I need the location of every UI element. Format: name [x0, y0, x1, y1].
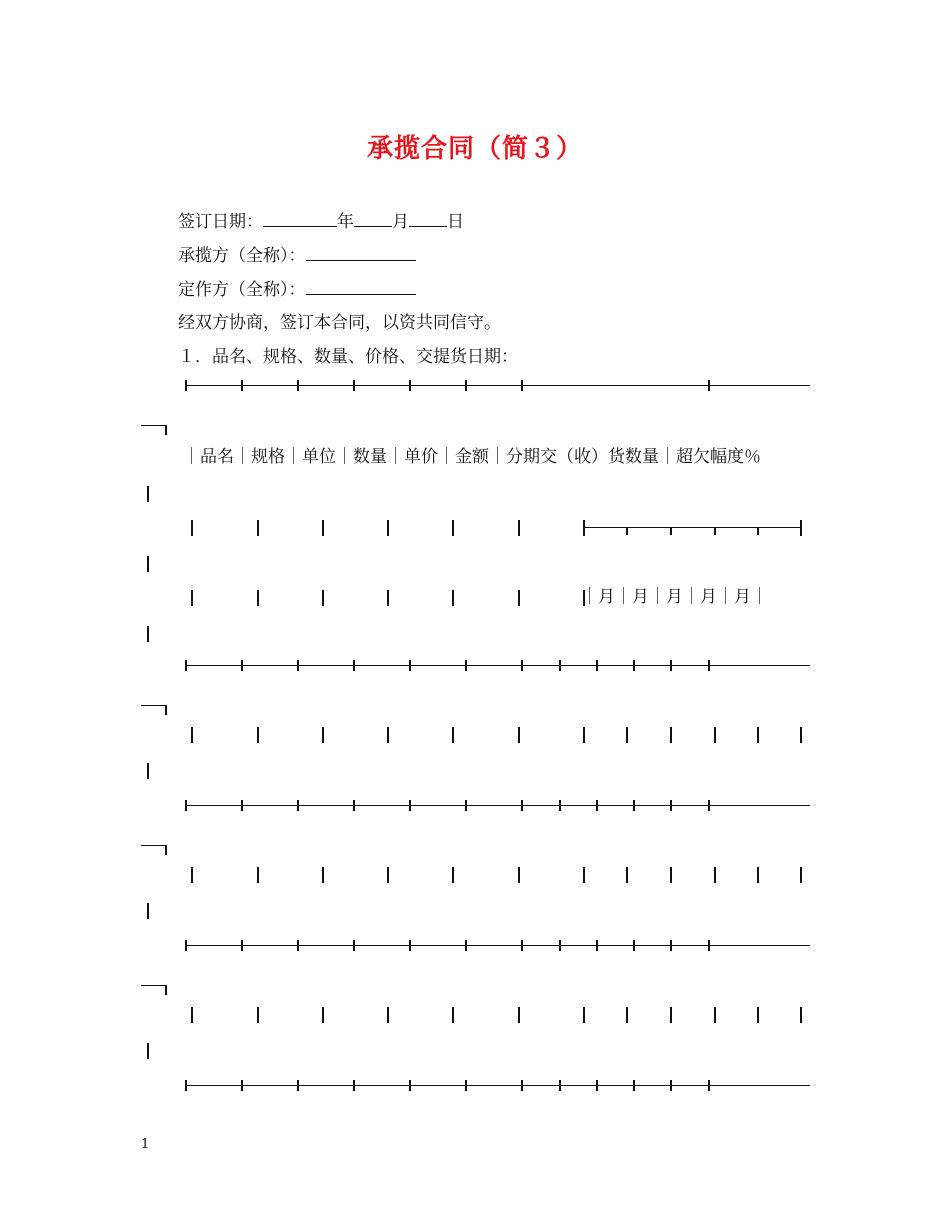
table-row-divider-tick	[670, 940, 672, 951]
table-bottom-border-tick	[708, 1080, 710, 1091]
table-row-divider-tick	[559, 660, 561, 671]
month-row-bar	[322, 590, 324, 606]
subheader-wrap-pipe	[147, 556, 149, 572]
table-cell-bar	[387, 727, 389, 743]
table-row-wrap-corner-bar	[165, 845, 167, 855]
table-cell-bar	[583, 1007, 585, 1023]
table-bottom-border-tick	[241, 1080, 243, 1091]
table-cell-bar	[583, 867, 585, 883]
sign-date-line	[178, 209, 464, 233]
table-cell-bar	[800, 1007, 802, 1023]
table-cell-bar	[518, 1007, 520, 1023]
subheader-cell-bar	[322, 520, 324, 536]
contractor-line	[178, 243, 416, 267]
table-row-wrap-pipe	[147, 763, 149, 779]
table-bottom-border-tick	[409, 1080, 411, 1091]
table-row-divider	[185, 805, 810, 806]
agreement-text: 经双方协商，签订本合同，以资共同信守。	[178, 313, 501, 333]
table-row-divider-tick	[596, 800, 598, 811]
table-cell-bar	[626, 867, 628, 883]
table-row-divider-tick	[708, 940, 710, 951]
table-row-divider-tick	[465, 800, 467, 811]
table-cell-bar	[191, 727, 193, 743]
table-row-wrap-pipe	[147, 1043, 149, 1059]
month-labels-row: ｜月｜月｜月｜月｜月｜	[581, 587, 768, 607]
document-title: 承揽合同（简３）	[366, 134, 583, 164]
table-row-divider-tick	[185, 800, 187, 811]
table-row-divider-tick	[241, 940, 243, 951]
table-cell-bar	[387, 1007, 389, 1023]
split-line-tick	[626, 527, 628, 535]
split-line-tick	[670, 527, 672, 535]
table-cell-bar	[518, 867, 520, 883]
subheader-cell-bar	[452, 520, 454, 536]
split-line-tick	[714, 527, 716, 535]
month-blank	[354, 209, 392, 227]
table-cell-bar	[670, 867, 672, 883]
table-row-divider-tick	[409, 660, 411, 671]
table-row-divider-tick	[465, 660, 467, 671]
table-row-divider-tick	[708, 800, 710, 811]
table-row-divider-tick	[521, 940, 523, 951]
table-cell-bar	[257, 867, 259, 883]
table-cell-bar	[257, 727, 259, 743]
table-row-wrap-corner-bar	[165, 985, 167, 995]
subheader-cell-bar	[257, 520, 259, 536]
subheader-cell-bar	[583, 520, 585, 536]
month-row-bar	[518, 590, 520, 606]
table-row-divider	[185, 665, 810, 666]
table-header-row: ｜品名｜规格｜单位｜数量｜单价｜金额｜分期交（收）货数量｜超欠幅度％	[183, 447, 761, 467]
table-cell-bar	[452, 727, 454, 743]
table-top-border-tick	[185, 380, 187, 391]
table-cell-bar	[757, 727, 759, 743]
table-cell-bar	[800, 727, 802, 743]
table-row-divider-tick	[185, 940, 187, 951]
table-cell-bar	[191, 1007, 193, 1023]
day-blank	[409, 209, 447, 227]
table-bottom-border-tick	[559, 1080, 561, 1091]
month-row-bar	[387, 590, 389, 606]
table-row-divider-tick	[297, 800, 299, 811]
table-bottom-border-tick	[633, 1080, 635, 1091]
table-row-divider-tick	[353, 660, 355, 671]
table-cell-bar	[322, 867, 324, 883]
table-row-divider-tick	[670, 660, 672, 671]
table-bottom-border-tick	[353, 1080, 355, 1091]
split-line	[583, 527, 801, 528]
table-row-divider-tick	[670, 800, 672, 811]
table-cell-bar	[452, 1007, 454, 1023]
table-cell-bar	[714, 1007, 716, 1023]
table-top-border-tick	[521, 380, 523, 391]
table-row-wrap-corner-bar	[165, 705, 167, 715]
table-row-divider-tick	[559, 940, 561, 951]
subheader-cell-bar	[191, 520, 193, 536]
table-top-border-tick	[353, 380, 355, 391]
table-row-divider-tick	[633, 800, 635, 811]
table-cell-bar	[626, 727, 628, 743]
table-top-border-tick	[241, 380, 243, 391]
split-line-end	[800, 520, 802, 536]
table-cell-bar	[800, 867, 802, 883]
table-cell-bar	[583, 727, 585, 743]
table-cell-bar	[757, 1007, 759, 1023]
table-row-wrap-pipe	[147, 903, 149, 919]
contractor-blank	[306, 243, 416, 261]
table-cell-bar	[670, 727, 672, 743]
table-row-divider	[185, 945, 810, 946]
table-cell-bar	[714, 727, 716, 743]
clause-1-heading: １．品名、规格、数量、价格、交提货日期：	[178, 347, 518, 367]
table-top-border-tick	[708, 380, 710, 391]
table-cell-bar	[714, 867, 716, 883]
orderer-line	[178, 277, 416, 301]
table-bottom-border-tick	[596, 1080, 598, 1091]
table-top-border	[185, 385, 810, 386]
table-row-divider-tick	[297, 660, 299, 671]
table-wrap-corner	[141, 425, 166, 426]
table-row-wrap-corner	[141, 845, 166, 846]
sign-date-label: 签订日期：	[178, 212, 263, 232]
table-cell-bar	[191, 867, 193, 883]
table-top-border-tick	[297, 380, 299, 391]
day-label: 日	[447, 212, 464, 232]
header-wrap-pipe	[147, 486, 149, 502]
table-bottom-border-tick	[465, 1080, 467, 1091]
table-row-divider-tick	[185, 660, 187, 671]
table-row-divider-tick	[297, 940, 299, 951]
table-cell-bar	[452, 867, 454, 883]
table-wrap-corner-bar	[165, 425, 167, 435]
table-cell-bar	[257, 1007, 259, 1023]
table-row-divider-tick	[409, 940, 411, 951]
table-row-divider-tick	[521, 800, 523, 811]
table-row-divider-tick	[633, 940, 635, 951]
table-cell-bar	[322, 1007, 324, 1023]
table-bottom-border-tick	[670, 1080, 672, 1091]
subheader-cell-bar	[387, 520, 389, 536]
table-row-wrap-corner	[141, 985, 166, 986]
year-label: 年	[337, 212, 354, 232]
table-row-divider-tick	[596, 940, 598, 951]
table-row-divider-tick	[521, 660, 523, 671]
table-row-divider-tick	[409, 800, 411, 811]
table-top-border-tick	[409, 380, 411, 391]
table-bottom-border-tick	[521, 1080, 523, 1091]
split-line-tick	[757, 527, 759, 535]
table-row-divider-tick	[241, 800, 243, 811]
orderer-label: 定作方（全称）：	[178, 280, 306, 300]
table-row-wrap-corner	[141, 705, 166, 706]
subheader-cell-bar	[518, 520, 520, 536]
table-bottom-border	[185, 1085, 810, 1086]
contractor-label: 承揽方（全称）：	[178, 246, 306, 266]
table-cell-bar	[757, 867, 759, 883]
month-row-bar	[191, 590, 193, 606]
table-row-divider-tick	[353, 940, 355, 951]
table-bottom-border-tick	[297, 1080, 299, 1091]
table-row-divider-tick	[465, 940, 467, 951]
month-wrap-pipe	[147, 626, 149, 642]
month-row-bar	[452, 590, 454, 606]
table-row-divider-tick	[241, 660, 243, 671]
table-cell-bar	[670, 1007, 672, 1023]
table-row-divider-tick	[559, 800, 561, 811]
table-top-border-tick	[465, 380, 467, 391]
table-cell-bar	[322, 727, 324, 743]
table-bottom-border-tick	[185, 1080, 187, 1091]
table-cell-bar	[518, 727, 520, 743]
table-row-divider-tick	[596, 660, 598, 671]
table-cell-bar	[626, 1007, 628, 1023]
table-row-divider-tick	[353, 800, 355, 811]
month-label: 月	[392, 212, 409, 232]
table-row-divider-tick	[633, 660, 635, 671]
month-row-bar	[257, 590, 259, 606]
page-number: 1	[141, 1137, 150, 1152]
table-row-divider-tick	[708, 660, 710, 671]
table-cell-bar	[387, 867, 389, 883]
orderer-blank	[306, 277, 416, 295]
year-blank	[263, 209, 337, 227]
